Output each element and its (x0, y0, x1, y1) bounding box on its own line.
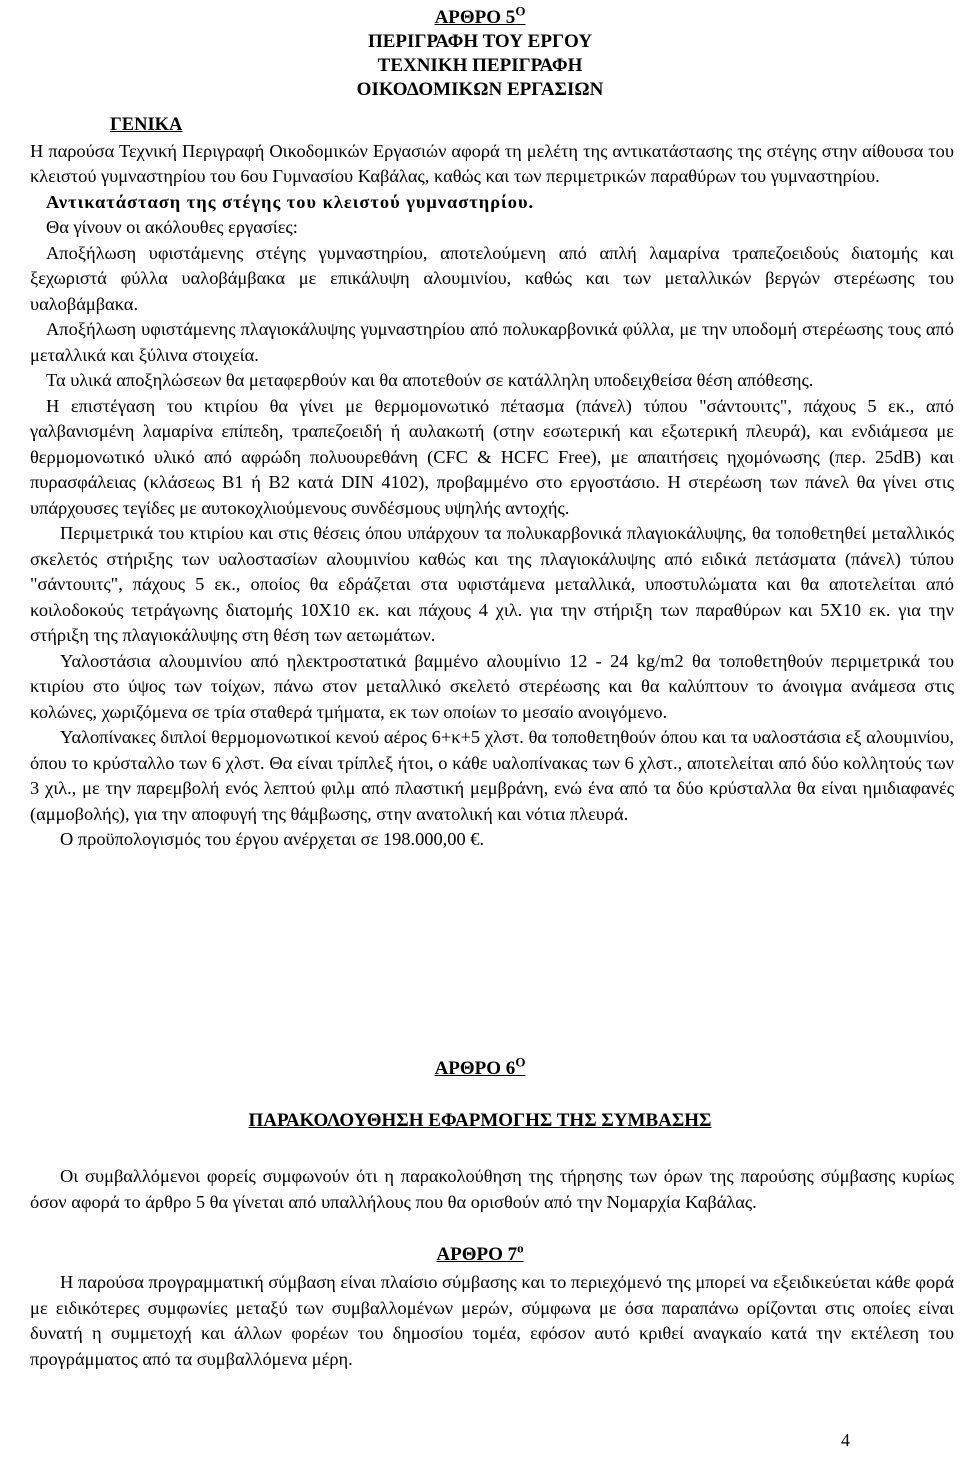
section5-body (30, 113, 954, 853)
paragraph-removal-roof: Αποξήλωση υφιστάμενης στέγης γυμναστηρίου, αποτελούμενη από απλή λαμαρίνα τραπεζοειδούς διατομής και ξεχωριστά φύλλα υαλοβάμβακα με επικάλυψη αλουμινίου, καθώς και των μεταλλικών βεργών στερέωσης του υαλοβάμβακα. (30, 242, 954, 314)
article7-body (30, 1270, 954, 1372)
budget-line: Ο προϋπολογισμός του έργου ανέρχεται σε 198.000,00 €. (60, 829, 485, 849)
intro-paragraph: Η παρούσα Τεχνική Περιγραφή Οικοδομικών Εργασιών αφορά τη μελέτη της αντικατάστασης της στέγης στην αίθουσα του κλειστού γυμναστηρίου του 6ου Γυμνασίου Καβάλας, καθώς και των περιμετρικών παραθύρων του γυμναστηρίου. (30, 140, 954, 186)
roof-heading: Αντικατάσταση της στέγης του κλειστού γυμναστηρίου. (46, 191, 535, 212)
paragraph-roofing: Η επιστέγαση του κτιρίου θα γίνει με θερμομονωτικό πέτασμα (πάνελ) τύπου "σάντουιτς", πάχους 5 εκ., από γαλβανισμένη λαμαρίνα επίπεδη, τραπεζοειδή ή αυλακωτή (στην εσωτερική και εξωτερική πλευρά), και ενδιάμεσα με θερμομονωτικό υλικό από αφρώδη πολυουρεθάνη (CFC & HCFC Free), με απαιτήσεις ηχομόνωσης (περ. 25dB) και πυρασφάλειας (κλάσεως Β1 ή Β2 κατά DIN 4102), προβαμμένο στο εργοστάσιο. Η στερέωση των πάνελ θα γίνει στις υπάρχουσες τεγίδες με αυτοκοχλιούμενους συνδέσμους υψηλής αντοχής. (30, 395, 954, 518)
article6-body (30, 1164, 954, 1215)
subtitle-technical: ΤΕΧΝΙΚΗ ΠΕΡΙΓΡΑΦΗ (377, 55, 583, 76)
paragraph-glass: Υαλοπίνακες διπλοί θερμομονωτικοί κενού αέρος 6+κ+5 χλστ. θα τοποθετηθούν όπου και τα υαλοστάσια εξ αλουμινίου, όπου το κρύσταλλο των 6 χλστ. Θα είναι τρίπλεξ ήτοι, ο κάθε υαλοπίνακας των 6 χλστ., αποτελείται από δύο κολλητούς των 3 χιλ., με την παρεμβολή ενός λεπτού φιλμ από πλαστική μεμβράνη, ενώ ένα από τα δύο κρύσταλλα θα είναι ημιδιαφανές (αμμοβολής), για την αποφυγή της θάμβωσης, στην ανατολική και νότια πλευρά. (30, 727, 954, 824)
subtitle-works: ΟΙΚΟΔΟΜΙΚΩΝ ΕΡΓΑΣΙΩΝ (356, 79, 604, 100)
article7-paragraph: Η παρούσα προγραμματική σύμβαση είναι πλαίσιο σύμβασης και το περιεχόμενό της μπορεί να εξειδικεύεται κάθε φορά με ειδικότερες συμφωνίες μεταξύ των συμβαλλομένων μερών, σύμφωνα με όσα παραπάνω ορίζονται στις οποίες είναι δυνατή η συμμετοχή και άλλων φορέων του δημοσίου τομέα, εφόσον αυτό κριθεί αναγκαίο κατά την εκτέλεση του προγράμματος από τα συμβαλλόμενα μέρη. (30, 1272, 954, 1369)
article5-header (0, 3, 960, 102)
article6-paragraph: Οι συμβαλλόμενοι φορείς συμφωνούν ότι η παρακολούθηση της τήρησης των όρων της παρούσης σύμβασης κυρίως όσον αφορά το άρθρο 5 θα γίνεται από υπαλλήλους που θα ορισθούν από την Νομαρχία Καβάλας. (30, 1166, 954, 1212)
article7-title: ΑΡΘΡΟ $7^o$ (436, 1240, 524, 1265)
page-number: 4 (841, 1430, 850, 1450)
subtitle-project: ΠΕΡΙΓΡΑΦΗ ΤΟΥ ΕΡΓΟΥ (367, 31, 593, 52)
paragraph-frame: Περιμετρικά του κτιρίου και στις θέσεις όπου υπάρχουν τα πολυκαρβονικά πλαγιοκάλυψης, θα τοποθετηθεί μεταλλικός σκελετός στήριξης των υαλοστασίων αλουμινίου καθώς και της πλαγιοκάλυψης από ειδικά πετάσματα (πάνελ) τύπου "σάντουιτς", πάχους 5 εκ., οποίος θα εδράζεται στα υφιστάμενα μεταλλικά, υποστυλώματα και θα αποτελείται από κοιλοδοκούς τετράγωνης διατομής 10Χ10 εκ. και πάχους 4 χιλ. για την στήριξη των παραθύρων και 5Χ10 εκ. για την στήριξη της πλαγιοκάλυψης στη θέση των αετωμάτων. (30, 523, 954, 645)
article6-title: ΑΡΘΡΟ $6^O$ (434, 1054, 526, 1079)
paragraph-materials: Τα υλικά αποξηλώσεων θα μεταφερθούν και θα αποτεθούν σε κατάλληλη υποδειχθείσα θέση απόθεσης. (46, 370, 814, 390)
article6-heading: ΠΑΡΑΚΟΛΟΥΘΗΣΗ ΕΦΑΡΜΟΓΗΣ ΤΗΣ ΣΥΜΒΑΣΗΣ (248, 1110, 712, 1131)
paragraph-windows: Υαλοστάσια αλουμινίου από ηλεκτροστατικά βαμμένο αλουμίνιο 12 - 24 kg/m2 θα τοποθετηθούν περιμετρικά του κτιρίου στο ύψος των τοίχων, πάνω στον μεταλλικό σκελετό στερέωσης και θα καλύπτουν το άνοιγμα ανάμεσα στις κολώνες, χωριζόμενα σε τρία σταθερά τμήματα, εκ των οποίων το μεσαίο ανοιγόμενο. (30, 650, 954, 722)
works-intro: Θα γίνουν οι ακόλουθες εργασίες: (46, 217, 298, 237)
paragraph-removal-side: Αποξήλωση υφιστάμενης πλαγιοκάλυψης γυμναστηρίου από πολυκαρβονικά φύλλα, με την υποδομή στερέωσης τους από μεταλλικά και ξύλινα στοιχεία. (30, 319, 954, 365)
article5-title: ΑΡΘΡΟ $5^O$ (434, 3, 526, 28)
general-heading: ΓΕΝΙΚΑ (110, 115, 183, 135)
